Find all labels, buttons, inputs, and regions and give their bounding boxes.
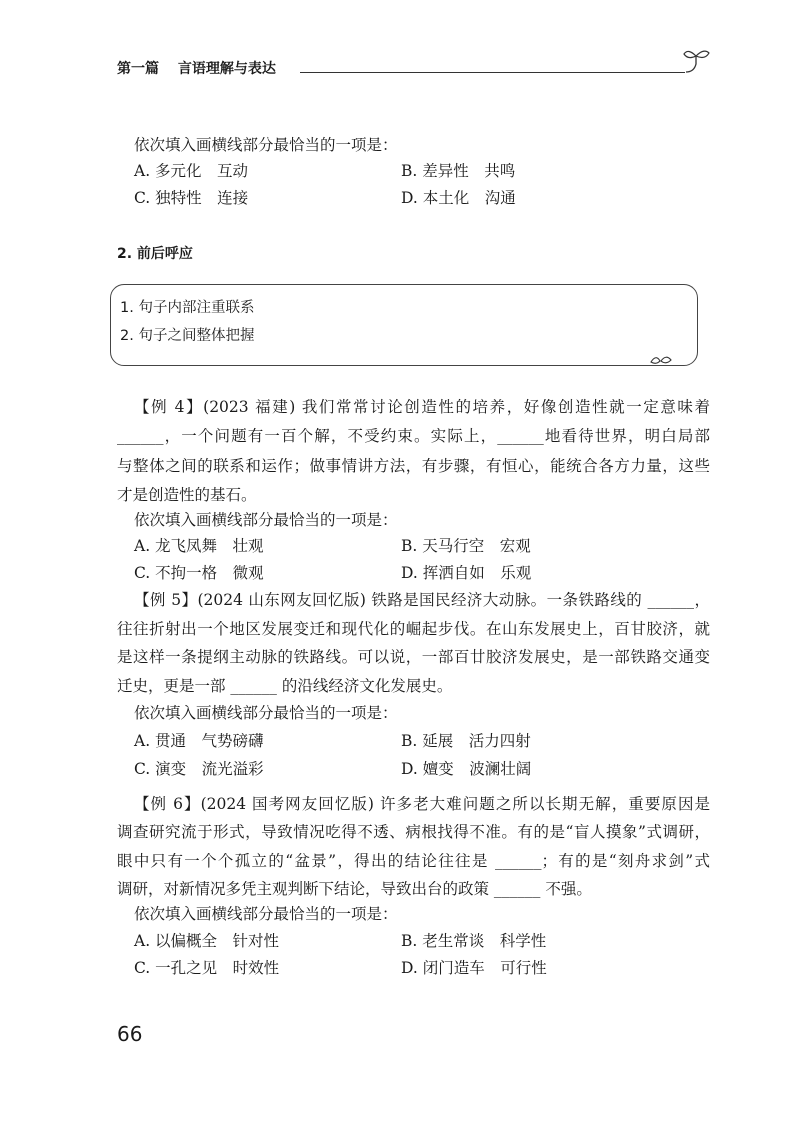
example-5-text: 迁史，更是一部 ______ 的沿线经济文化发展史。 <box>117 677 453 695</box>
option-d: D. 本土化 沟通 <box>401 189 516 207</box>
option-d: D. 挥洒自如 乐观 <box>401 564 532 582</box>
example-6-text: 调研，对新情况多凭主观判断下结论，导致出台的政策 ______ 不强。 <box>117 880 592 898</box>
tip-item: 2. 句子之间整体把握 <box>120 328 255 344</box>
question-prompt: 依次填入画横线部分最恰当的一项是： <box>134 136 398 154</box>
section-heading: 2. 前后呼应 <box>117 246 193 262</box>
example-4-text: 才是创造性的基石。 <box>117 486 257 504</box>
chapter-title: 言语理解与表达 <box>177 61 276 77</box>
leaf-icon <box>648 352 674 366</box>
sprout-icon <box>680 46 714 76</box>
option-a: A. 多元化 互动 <box>134 162 249 180</box>
example-4-text: ______，一个问题有一百个解，不受约束。实际上，______地看待世界，明白局部 <box>117 427 710 445</box>
question-prompt: 依次填入画横线部分最恰当的一项是： <box>134 511 398 529</box>
option-d: D. 闭门造车 可行性 <box>401 959 547 977</box>
option-b: B. 天马行空 宏观 <box>401 537 531 555</box>
example-5-text: 【例 5】(2024 山东网友回忆版) 铁路是国民经济大动脉。一条铁路线的 ______， <box>134 591 710 609</box>
option-a: A. 贯通 气势磅礴 <box>134 732 264 750</box>
option-b: B. 延展 活力四射 <box>401 732 531 750</box>
question-prompt: 依次填入画横线部分最恰当的一项是： <box>134 905 398 923</box>
page-number: 66 <box>117 1022 143 1046</box>
question-prompt: 依次填入画横线部分最恰当的一项是： <box>134 704 398 722</box>
option-b: B. 差异性 共鸣 <box>401 162 516 180</box>
header-rule <box>300 72 685 73</box>
option-c: C. 演变 流光溢彩 <box>134 760 264 778</box>
chapter-label: 第一篇 <box>117 61 159 77</box>
example-6-text: 眼中只有一个个孤立的“盆景”，得出的结论往往是 ______；有的是“刻舟求剑”式 <box>117 852 710 870</box>
example-4-text: 【例 4】(2023 福建) 我们常常讨论创造性的培养，好像创造性就一定意味着 <box>134 398 710 416</box>
example-6-text: 【例 6】(2024 国考网友回忆版) 许多老大难问题之所以长期无解，重要原因是 <box>134 795 710 813</box>
option-a: A. 以偏概全 针对性 <box>134 932 280 950</box>
running-header <box>117 58 276 78</box>
option-b: B. 老生常谈 科学性 <box>401 932 547 950</box>
example-5-text: 是这样一条提纲主动脉的铁路线。可以说，一部百廿胶济发展史，是一部铁路交通变 <box>117 648 710 666</box>
option-c: C. 独特性 连接 <box>134 189 249 207</box>
tip-item: 1. 句子内部注重联系 <box>120 300 255 316</box>
option-d: D. 嬗变 波澜壮阔 <box>401 760 532 778</box>
option-c: C. 一孔之见 时效性 <box>134 959 280 977</box>
example-6-text: 调查研究流于形式，导致情况吃得不透、病根找得不准。有的是“盲人摸象”式调研， <box>117 823 710 841</box>
example-5-text: 往往折射出一个地区发展变迁和现代化的崛起步伐。在山东发展史上，百甘胶济，就 <box>117 620 710 638</box>
option-c: C. 不拘一格 微观 <box>134 564 264 582</box>
example-4-text: 与整体之间的联系和运作；做事情讲方法，有步骤，有恒心，能统合各方力量，这些 <box>117 457 710 475</box>
option-a: A. 龙飞凤舞 壮观 <box>134 537 264 555</box>
